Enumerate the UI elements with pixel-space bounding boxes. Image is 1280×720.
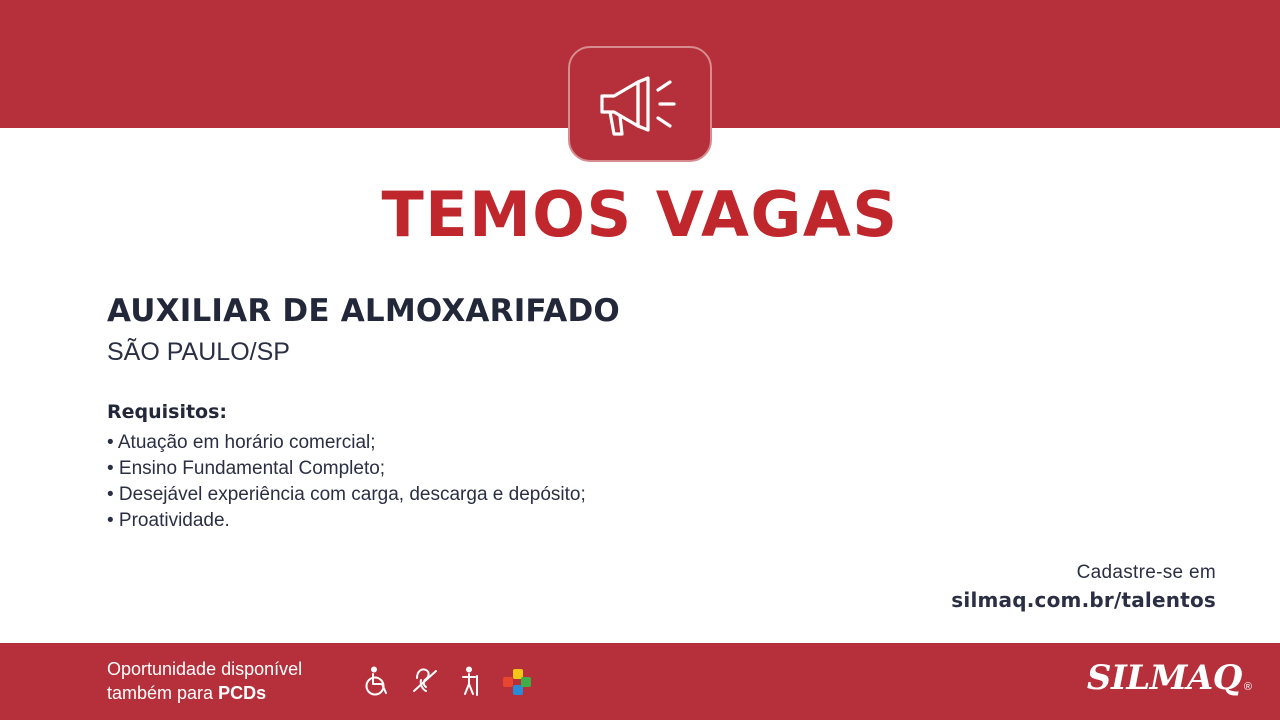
megaphone-icon	[592, 68, 688, 140]
pcd-notice-strong: PCDs	[218, 683, 267, 703]
logo-wordmark: SILMAQ	[1086, 658, 1242, 698]
pcd-notice-line1: Oportunidade disponível	[107, 659, 303, 679]
job-details	[107, 293, 1007, 534]
pcd-notice-line2	[107, 681, 302, 705]
list-item: • Ensino Fundamental Completo;	[107, 458, 386, 479]
requirements-label: Requisitos:	[107, 401, 228, 423]
job-title: AUXILIAR DE ALMOXARIFADO	[107, 293, 620, 329]
list-item: • Proatividade.	[107, 510, 230, 531]
bottom-red-band	[0, 643, 1280, 720]
autism-puzzle-icon	[500, 665, 532, 697]
cta-url[interactable]: silmaq.com.br/talentos	[951, 588, 1216, 612]
silmaq-logo	[1087, 659, 1252, 697]
deaf-ear-icon	[410, 665, 440, 697]
job-location: SÃO PAULO/SP	[107, 338, 290, 366]
megaphone-badge	[568, 46, 712, 162]
pcd-notice	[107, 657, 302, 705]
page-title: TEMOS VAGAS	[381, 178, 899, 251]
pcd-notice-line2-prefix: também para	[107, 683, 219, 703]
list-item: • Desejável experiência com carga, descarga e depósito;	[107, 484, 586, 505]
cane-person-icon	[458, 665, 482, 697]
call-to-action	[951, 560, 1216, 614]
requirements-list	[107, 430, 1007, 534]
list-item: • Atuação em horário comercial;	[107, 432, 376, 453]
registered-mark: ®	[1243, 681, 1252, 693]
wheelchair-icon	[362, 665, 392, 697]
accessibility-icons	[362, 657, 532, 705]
cta-label: Cadastre-se em	[1076, 562, 1216, 583]
